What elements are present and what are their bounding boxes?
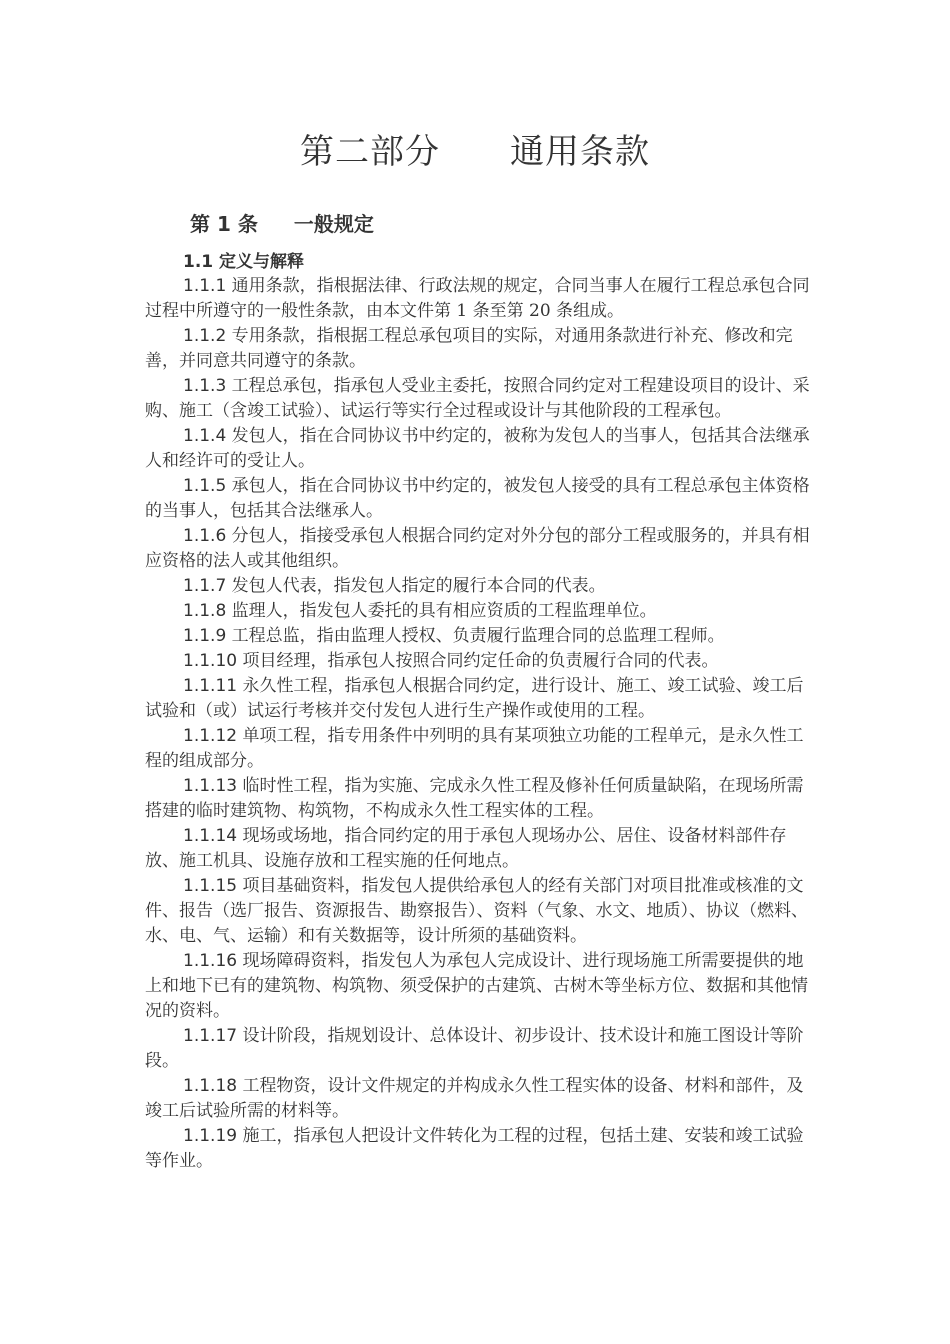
clause-text: 项目经理，指承包人按照合同约定任命的负责履行合同的代表。 xyxy=(242,651,719,671)
clause-text: 设计阶段，指规划设计、总体设计、初步设计、技术设计和施工图设计等阶段。 xyxy=(145,1026,804,1071)
clause-number: 1.1.2 xyxy=(183,326,227,346)
clause-text: 专用条款，指根据工程总承包项目的实际，对通用条款进行补充、修改和完善，并同意共同遵守的条款。 xyxy=(145,326,793,371)
clause xyxy=(145,674,817,724)
clause-number: 1.1.18 xyxy=(183,1076,238,1096)
section-number: 1.1 xyxy=(183,252,214,272)
clause-text: 发包人，指在合同协议书中约定的，被称为发包人的当事人，包括其合法继承人和经许可的受让人。 xyxy=(145,426,810,471)
clause-number: 1.1.6 xyxy=(183,526,227,546)
clause-number: 1.1.13 xyxy=(183,776,238,796)
clause-text: 发包人代表，指发包人指定的履行本合同的代表。 xyxy=(231,576,606,596)
clause-number: 1.1.8 xyxy=(183,601,227,621)
clause-text: 项目基础资料，指发包人提供给承包人的经有关部门对项目批准或核准的文件、报告（选厂报告、资源报告、勘察报告）、资料（气象、水文、地质）、协议（燃料、水、电、气、运输）和有关数据等，设计所须的基础资料。 xyxy=(145,876,808,946)
article-prefix: 第 xyxy=(190,212,210,236)
clause xyxy=(145,949,817,1024)
article-suffix: 条 xyxy=(237,212,258,236)
clause xyxy=(145,324,817,374)
part-title-number: 第二部分 xyxy=(300,132,440,172)
clause-text: 分包人，指接受承包人根据合同约定对外分包的部分工程或服务的，并具有相应资格的法人或其他组织。 xyxy=(145,526,810,571)
part-title-name: 通用条款 xyxy=(510,132,650,172)
clause-number: 1.1.17 xyxy=(183,1026,238,1046)
clause xyxy=(145,1074,817,1124)
clause-number: 1.1.3 xyxy=(183,376,227,396)
clause-text: 通用条款，指根据法律、行政法规的规定，合同当事人在履行工程总承包合同过程中所遵守的一般性条款，由本文件第 1 条至第 20 条组成。 xyxy=(145,276,810,321)
clause-number: 1.1.7 xyxy=(183,576,227,596)
clause xyxy=(145,1124,817,1174)
article-number: 1 xyxy=(216,212,231,236)
clause-text: 工程总监，指由监理人授权、负责履行监理合同的总监理工程师。 xyxy=(231,626,725,646)
clause xyxy=(145,774,817,824)
clause-text: 监理人，指发包人委托的具有相应资质的工程监理单位。 xyxy=(231,601,657,621)
clause-number: 1.1.14 xyxy=(183,826,238,846)
clause xyxy=(145,599,817,624)
clause-text: 永久性工程，指承包人根据合同约定，进行设计、施工、竣工试验、竣工后试验和（或）试运行考核并交付发包人进行生产操作或使用的工程。 xyxy=(145,676,804,721)
clause-text: 工程总承包，指承包人受业主委托，按照合同约定对工程建设项目的设计、采购、施工（含竣工试验）、试运行等实行全过程或设计与其他阶段的工程承包。 xyxy=(145,376,810,421)
clause-number: 1.1.12 xyxy=(183,726,238,746)
clause xyxy=(145,624,817,649)
clause xyxy=(145,524,817,574)
clause-number: 1.1.4 xyxy=(183,426,227,446)
clause xyxy=(145,574,817,599)
article-heading xyxy=(190,210,374,238)
clause-number: 1.1.15 xyxy=(183,876,238,896)
clause xyxy=(145,874,817,949)
section-name: 定义与解释 xyxy=(219,252,305,272)
part-title xyxy=(0,130,950,174)
clause xyxy=(145,724,817,774)
clause-text: 现场或场地，指合同约定的用于承包人现场办公、居住、设备材料部件存放、施工机具、设施存放和工程实施的任何地点。 xyxy=(145,826,787,871)
clause-number: 1.1.10 xyxy=(183,651,238,671)
clause xyxy=(145,274,817,324)
clause-text: 单项工程，指专用条件中列明的具有某项独立功能的工程单元，是永久性工程的组成部分。 xyxy=(145,726,804,771)
section-heading xyxy=(183,250,304,274)
clause-number: 1.1.19 xyxy=(183,1126,238,1146)
clause-number: 1.1.1 xyxy=(183,276,227,296)
clause-text: 临时性工程，指为实施、完成永久性工程及修补任何质量缺陷，在现场所需搭建的临时建筑物、构筑物，不构成永久性工程实体的工程。 xyxy=(145,776,804,821)
clause-list xyxy=(145,274,817,1174)
clause-number: 1.1.11 xyxy=(183,676,238,696)
clause-number: 1.1.16 xyxy=(183,951,238,971)
clause xyxy=(145,649,817,674)
article-name: 一般规定 xyxy=(293,212,374,236)
clause xyxy=(145,824,817,874)
clause xyxy=(145,424,817,474)
clause xyxy=(145,374,817,424)
clause-number: 1.1.5 xyxy=(183,476,227,496)
clause xyxy=(145,474,817,524)
clause xyxy=(145,1024,817,1074)
clause-text: 施工，指承包人把设计文件转化为工程的过程，包括土建、安装和竣工试验等作业。 xyxy=(145,1126,804,1171)
clause-text: 工程物资，设计文件规定的并构成永久性工程实体的设备、材料和部件，及竣工后试验所需的材料等。 xyxy=(145,1076,804,1121)
clause-number: 1.1.9 xyxy=(183,626,227,646)
clause-text: 现场障碍资料，指发包人为承包人完成设计、进行现场施工所需要提供的地上和地下已有的建筑物、构筑物、须受保护的古建筑、古树木等坐标方位、数据和其他情况的资料。 xyxy=(145,951,808,1021)
clause-text: 承包人，指在合同协议书中约定的，被发包人接受的具有工程总承包主体资格的当事人，包括其合法继承人。 xyxy=(145,476,810,521)
